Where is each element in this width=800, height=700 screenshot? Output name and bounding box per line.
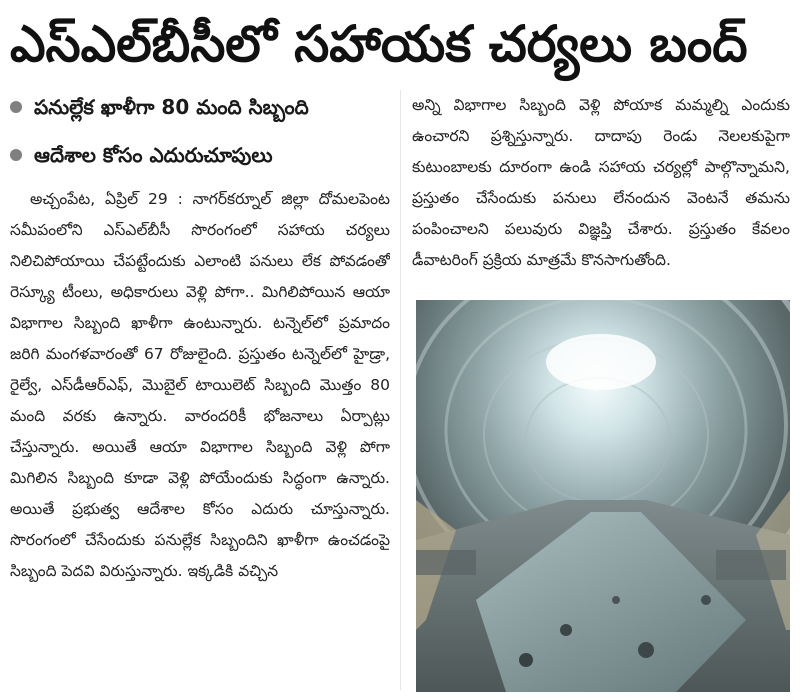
bullet-icon [10,149,22,161]
subhead-1 [10,90,390,124]
article-body-right: అన్ని విభాగాల సిబ్బంది వెళ్లి పోయాక మమ్మల్ని ఎందుకు ఉంచారని ప్రశ్నిస్తున్నారు. దాదాపు రెండు నెలలకుపైగా కుటుంబాలకు దూరంగా ఉండి సహాయ చర్యల్లో పాల్గొన్నామని, ప్రస్తుతం చేసేందుకు పనులు లేనందున వెంటనే తమను పంపించాలని పలువురు విజ్ఞప్తి చేశారు. ప్రస్తుతం కేవలం డీవాటరింగ్‌ ప్రక్రియ మాత్రమే కొనసాగుతోంది. [412,96,790,269]
subhead-1-text: పనుల్లేక ఖాళీగా 80 మంది సిబ్బంది [34,95,309,119]
bullet-icon [10,101,22,113]
article-body-left: అచ్చంపేట, ఏప్రిల్‌ 29 : నాగర్‌కర్నూల్‌ జిల్లా దోమలపెంట సమీపంలోని ఎస్‌ఎల్‌బీసీ సొరంగంలో సహాయ చర్యలు నిలిచిపోయాయి చేపట్టేందుకు ఎలాంటి పనులు లేక పోవడంతో రెస్క్యూ టీంలు, అధికారులు వెళ్లి పోగా.. మిగిలిపోయిన ఆయా విభాగాల సిబ్బంది ఖాళీగా ఉంటున్నారు. టన్నెల్‌లో ప్రమాదం జరిగి మంగళవారంతో 67 రోజులైంది. ప్రస్తుతం టన్నెల్‌లో హైడ్రా, రైల్వే, ఎస్‌డీఆర్‌ఎఫ్‌, మొబైల్‌ టాయిలెట్‌ సిబ్బంది మొత్తం 80 మంది వరకు ఉన్నారు. వారందరికీ భోజనాలు ఏర్పాట్లు చేస్తున్నారు. అయితే ఆయా విభాగాల సిబ్బంది వెళ్లి పోగా మిగిలిన సిబ్బంది కూడా వెళ్లి పోయేందుకు సిద్ధంగా ఉన్నారు. అయితే ప్రభుత్వ ఆదేశాల కోసం ఎదురు చూస్తున్నారు. సొరంగంలో చేసేందుకు పనుల్లేక సిబ్బందిని ఖాళీగా ఉంచడంపై సిబ్బంది పెదవి విరుస్తున్నారు. ఇక్కడికి వచ్చిన [10,190,390,580]
tunnel-photo [416,300,790,692]
subhead-2 [10,138,390,172]
column-divider [400,90,401,690]
headline: ఎస్‌ఎల్‌బీసీలో సహాయక చర్యలు బంద్ [10,15,748,73]
subheads [10,90,390,186]
subhead-2-text: ఆదేశాల కోసం ఎదురుచూపులు [34,143,273,167]
